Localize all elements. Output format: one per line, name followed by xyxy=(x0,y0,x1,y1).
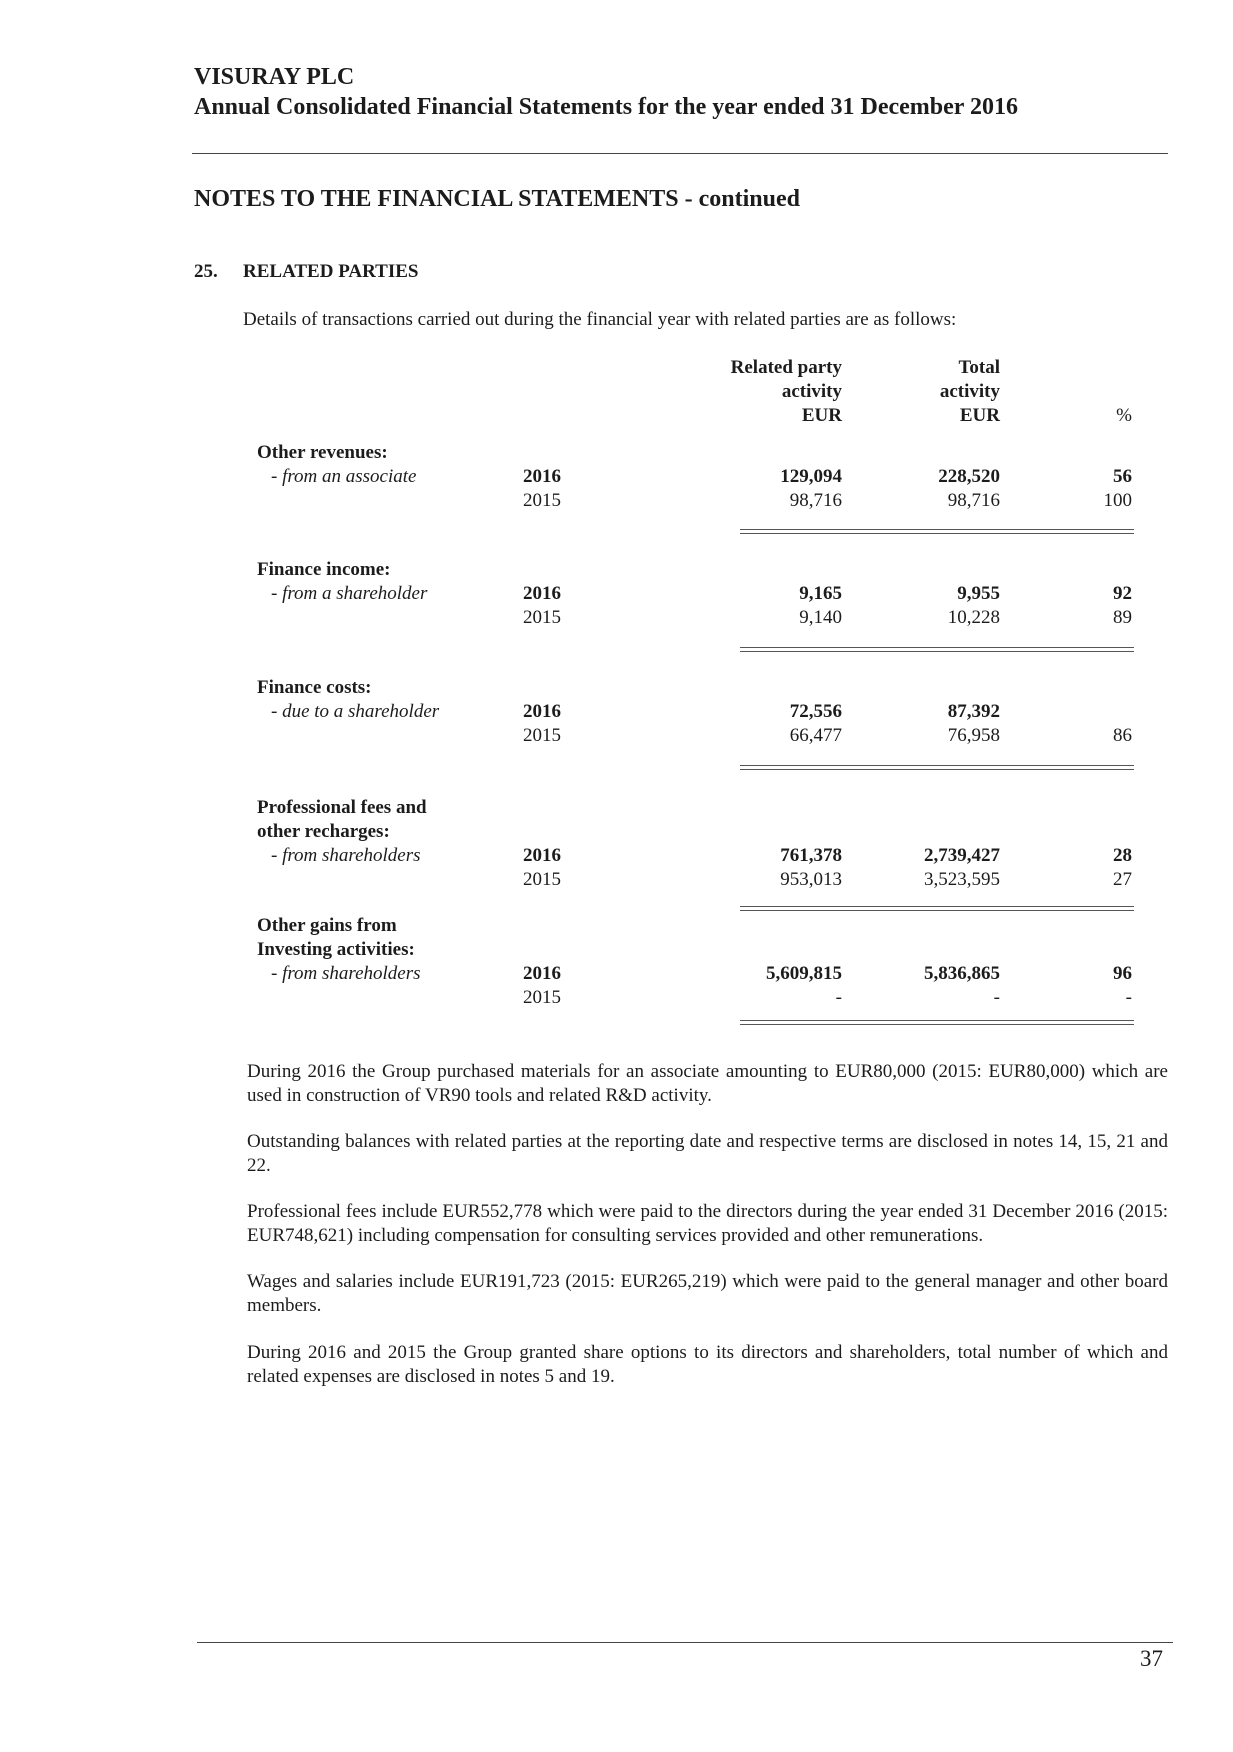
total-value-cell: 76,958 xyxy=(947,725,1000,746)
total-value-cell: 98,716 xyxy=(947,490,1000,511)
total-value-cell: 3,523,595 xyxy=(924,869,1000,890)
year-cell: 2015 xyxy=(523,490,561,511)
double-underline xyxy=(740,647,1134,652)
header-line: Total xyxy=(958,357,1000,378)
section-title: RELATED PARTIES xyxy=(243,261,419,282)
year-cell: 2016 xyxy=(523,701,561,722)
total-value-cell: 87,392 xyxy=(947,701,1000,722)
year-cell: 2016 xyxy=(523,466,561,487)
paragraph-wages: Wages and salaries include EUR191,723 (2015: EUR265,219) which were paid to the general manager and other board members. xyxy=(247,1271,1168,1316)
footer-divider xyxy=(197,1642,1173,1643)
percent-cell: 96 xyxy=(1113,963,1132,984)
total-value-cell: 5,836,865 xyxy=(924,963,1000,984)
section-intro: Details of transactions carried out during the financial year with related parties are as follows: xyxy=(243,309,957,330)
header-line: activity xyxy=(781,381,842,402)
category-label: Finance costs: xyxy=(257,677,372,698)
related-value-cell: 129,094 xyxy=(780,466,842,487)
double-underline xyxy=(740,1020,1134,1025)
related-value-cell: 761,378 xyxy=(780,845,842,866)
related-value-cell: 953,013 xyxy=(780,869,842,890)
related-value-cell: 5,609,815 xyxy=(766,963,842,984)
percent-cell: 28 xyxy=(1113,845,1132,866)
subcategory-label: - due to a shareholder xyxy=(271,701,440,722)
related-value-cell: 98,716 xyxy=(789,490,842,511)
percent-cell: - xyxy=(1125,987,1132,1008)
percent-cell: 100 xyxy=(1103,490,1132,511)
percent-cell: 89 xyxy=(1113,607,1132,628)
subcategory-label: - from an associate xyxy=(271,466,417,487)
category-label: Professional fees and xyxy=(257,797,427,818)
total-value-cell: - xyxy=(993,987,1000,1008)
header-line: EUR xyxy=(801,405,842,426)
double-underline xyxy=(740,529,1134,534)
section-number: 25. xyxy=(194,261,218,282)
page-number: 37 xyxy=(1140,1646,1163,1671)
header-divider xyxy=(192,153,1168,154)
related-value-cell: 9,140 xyxy=(799,607,842,628)
notes-title: NOTES TO THE FINANCIAL STATEMENTS - continued xyxy=(194,186,800,212)
double-underline xyxy=(740,765,1134,770)
document-subtitle: Annual Consolidated Financial Statements for the year ended 31 December 2016 xyxy=(194,94,1018,120)
column-header-percent: % xyxy=(1116,405,1132,426)
year-cell: 2016 xyxy=(523,963,561,984)
category-label: other recharges: xyxy=(257,821,390,842)
percent-cell: 27 xyxy=(1113,869,1132,890)
year-cell: 2016 xyxy=(523,583,561,604)
paragraph-share-options: During 2016 and 2015 the Group granted share options to its directors and shareholders, total number of which and related expenses are disclosed in notes 5 and 19. xyxy=(247,1342,1168,1387)
paragraph-materials: During 2016 the Group purchased materials for an associate amounting to EUR80,000 (2015: EUR80,000) which are used in construction of VR90 tools and related R&D activity. xyxy=(247,1061,1168,1106)
related-value-cell: 66,477 xyxy=(789,725,842,746)
related-value-cell: 72,556 xyxy=(789,701,842,722)
percent-cell: 56 xyxy=(1113,466,1132,487)
total-value-cell: 10,228 xyxy=(947,607,1000,628)
header-line: EUR xyxy=(959,405,1000,426)
column-header-total-activity xyxy=(820,356,1000,428)
category-label: Finance income: xyxy=(257,559,391,580)
subcategory-label: - from shareholders xyxy=(271,963,421,984)
related-value-cell: 9,165 xyxy=(799,583,842,604)
category-label: Other revenues: xyxy=(257,442,388,463)
total-value-cell: 228,520 xyxy=(938,466,1000,487)
subcategory-label: - from shareholders xyxy=(271,845,421,866)
header-line: Related party xyxy=(730,357,842,378)
header-line: activity xyxy=(939,381,1000,402)
double-underline xyxy=(740,906,1134,911)
column-header-related-party xyxy=(642,356,842,428)
paragraph-outstanding-balances: Outstanding balances with related parties at the reporting date and respective terms are disclosed in notes 14, 15, 21 and 22. xyxy=(247,1131,1168,1176)
total-value-cell: 2,739,427 xyxy=(924,845,1000,866)
percent-cell: 92 xyxy=(1113,583,1132,604)
year-cell: 2015 xyxy=(523,869,561,890)
year-cell: 2015 xyxy=(523,607,561,628)
total-value-cell: 9,955 xyxy=(957,583,1000,604)
category-label: Investing activities: xyxy=(257,939,415,960)
related-value-cell: - xyxy=(835,987,842,1008)
subcategory-label: - from a shareholder xyxy=(271,583,428,604)
company-name: VISURAY PLC xyxy=(194,64,355,90)
year-cell: 2016 xyxy=(523,845,561,866)
year-cell: 2015 xyxy=(523,725,561,746)
year-cell: 2015 xyxy=(523,987,561,1008)
category-label: Other gains from xyxy=(257,915,397,936)
paragraph-professional-fees: Professional fees include EUR552,778 which were paid to the directors during the year ended 31 December 2016 (2015: EUR748,621) including compensation for consulting services provided and other remunerations. xyxy=(247,1201,1168,1246)
percent-cell: 86 xyxy=(1113,725,1132,746)
